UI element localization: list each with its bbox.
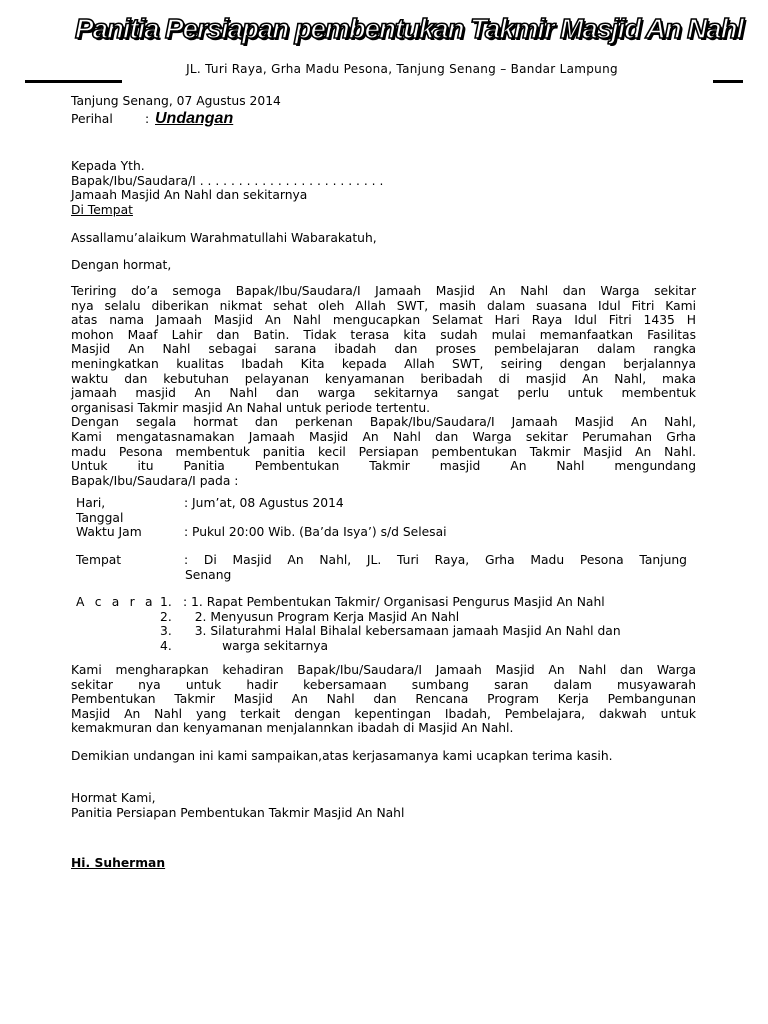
paragraph-line: mohon Maaf Lahir dan Batin. Tidak terasa kita sudah mulai memanfaatkan Fasilitas bbox=[71, 327, 696, 342]
detail-value: : Jum’at, 08 Agustus 2014 bbox=[184, 496, 344, 510]
detail-value: : Di Masjid An Nahl, JL. Turi Raya, Grha Madu Pesona Tanjung Senang bbox=[184, 553, 687, 582]
agenda-item: 4. warga sekitarnya bbox=[160, 638, 329, 653]
signature-block bbox=[71, 791, 696, 820]
paragraph-line: Pembentukan Takmir Masjid An Nahl dan Rencana Program Kerja Pembangunan bbox=[71, 692, 696, 707]
detail-label: Hari, Tanggal bbox=[76, 496, 124, 525]
salutation: Dengan hormat, bbox=[71, 258, 172, 272]
closing-line: Demikian undangan ini kami sampaikan,atas kerjasamanya kami ucapkan terima kasih. bbox=[71, 749, 613, 763]
signature-line: Panitia Persiapan Pembentukan Takmir Masjid An Nahl bbox=[71, 805, 405, 820]
paragraph-line: Bapak/Ibu/Saudara/I pada : bbox=[71, 473, 239, 488]
subject-separator: : bbox=[145, 112, 150, 126]
paragraph-line: meningkatkan kualitas Ibadah Kita kepada Allah SWT, seiring dengan berjalannya bbox=[71, 356, 696, 371]
detail-label: Tempat bbox=[76, 553, 122, 567]
paragraph-line: madu Pesona membentuk panitia kecil Persiapan pembentukan Takmir Masjid An Nahl. bbox=[71, 444, 696, 459]
signatory-name: Hi. Suherman bbox=[71, 856, 166, 870]
date-line: Tanjung Senang, 07 Agustus 2014 bbox=[71, 94, 281, 108]
letterhead-rule-left bbox=[25, 80, 122, 83]
paragraph-intro bbox=[71, 284, 696, 488]
subject-label: Perihal bbox=[71, 112, 113, 126]
agenda-list bbox=[76, 595, 621, 653]
subject-value: Undangan bbox=[155, 110, 234, 127]
paragraph-line: kemakmuran dan kenyamanan menjalannkan ibadah di Masjid An Nahl. bbox=[71, 721, 514, 736]
letterhead-rule-right bbox=[713, 80, 743, 83]
paragraph-line: Dengan segala hormat dan perkenan Bapak/Ibu/Saudara/I Jamaah Masjid An Nahl, bbox=[71, 415, 696, 430]
paragraph-line: waktu dan kebutuhan pelayanan kenyamanan beribadah di masjid An Nahl, maka bbox=[71, 371, 696, 386]
paragraph-line: Kami mengatasnamakan Jamaah Masjid An Nahl dan Warga sekitar Perumahan Grha bbox=[71, 429, 696, 444]
paragraph-line: Kami mengharapkan kehadiran Bapak/Ibu/Saudara/I Jamaah Masjid An Nahl dan Warga bbox=[71, 663, 696, 677]
event-place-table bbox=[76, 553, 687, 582]
recipient-place: Di Tempat bbox=[71, 202, 133, 217]
paragraph-line: Masjid An Nahl yang terkait dengan kepentingan Ibadah, Pembelajara, dakwah untuk bbox=[71, 706, 696, 721]
recipient-line: Kepada Yth. bbox=[71, 159, 145, 173]
letterhead-title: Panitia Persiapan pembentukan Takmir Masjid An Nahl bbox=[74, 13, 744, 44]
detail-value: : Pukul 20:00 Wib. (Ba’da Isya’) s/d Selesai bbox=[184, 525, 447, 540]
recipient-line: Bapak/Ibu/Saudara/I . . . . . . . . . . . . . . . . . . . . . . . . bbox=[71, 173, 384, 188]
paragraph-line: Masjid An Nahl sebagai sarana ibadah dan proses pembelajaran dalam rangka bbox=[71, 342, 696, 357]
agenda-item: 2. 2. Menyusun Program Kerja Masjid An Nahl bbox=[160, 609, 460, 624]
letterhead-address: JL. Turi Raya, Grha Madu Pesona, Tanjung Senang – Bandar Lampung bbox=[186, 62, 618, 76]
recipient-block bbox=[71, 159, 696, 217]
paragraph-line: sekitar nya untuk hadir kebersamaan sumbang saran dalam musyawarah bbox=[71, 677, 696, 692]
paragraph-line: Untuk itu Panitia Pembentukan Takmir masjid An Nahl mengundang bbox=[71, 459, 696, 474]
signature-line: Hormat Kami, bbox=[71, 791, 156, 805]
paragraph-line: jamaah masjid An Nahl dan warga sekitarnya sangat perlu untuk membentuk bbox=[71, 386, 696, 401]
subject-line bbox=[71, 112, 696, 127]
agenda-item: A c a r a 1. : 1. Rapat Pembentukan Takmir/ Organisasi Pengurus Masjid An Nahl bbox=[76, 595, 605, 609]
paragraph-line: nya selalu diberikan nikmat sehat oleh Allah SWT, masih dalam suasana Idul Fitri Kami bbox=[71, 298, 696, 313]
agenda-label: A c a r a bbox=[76, 595, 156, 609]
paragraph-request bbox=[71, 663, 696, 736]
event-details-table bbox=[76, 496, 447, 540]
recipient-line: Jamaah Masjid An Nahl dan sekitarnya bbox=[71, 188, 308, 203]
paragraph-line: organisasi Takmir masjid An Nahal untuk periode tertentu. bbox=[71, 400, 431, 415]
agenda-item: 3. 3. Silaturahmi Halal Bihalal kebersamaan jamaah Masjid An Nahl dan bbox=[160, 624, 621, 639]
detail-label: Waktu Jam bbox=[76, 525, 142, 540]
greeting: Assallamu’alaikum Warahmatullahi Wabarakatuh, bbox=[71, 231, 377, 245]
paragraph-line: Teriring do’a semoga Bapak/Ibu/Saudara/I Jamaah Masjid An Nahl dan Warga sekitar bbox=[71, 284, 696, 298]
paragraph-line: atas nama Jamaah Masjid An Nahl mengucapkan Selamat Hari Raya Idul Fitri 1435 H bbox=[71, 313, 696, 328]
